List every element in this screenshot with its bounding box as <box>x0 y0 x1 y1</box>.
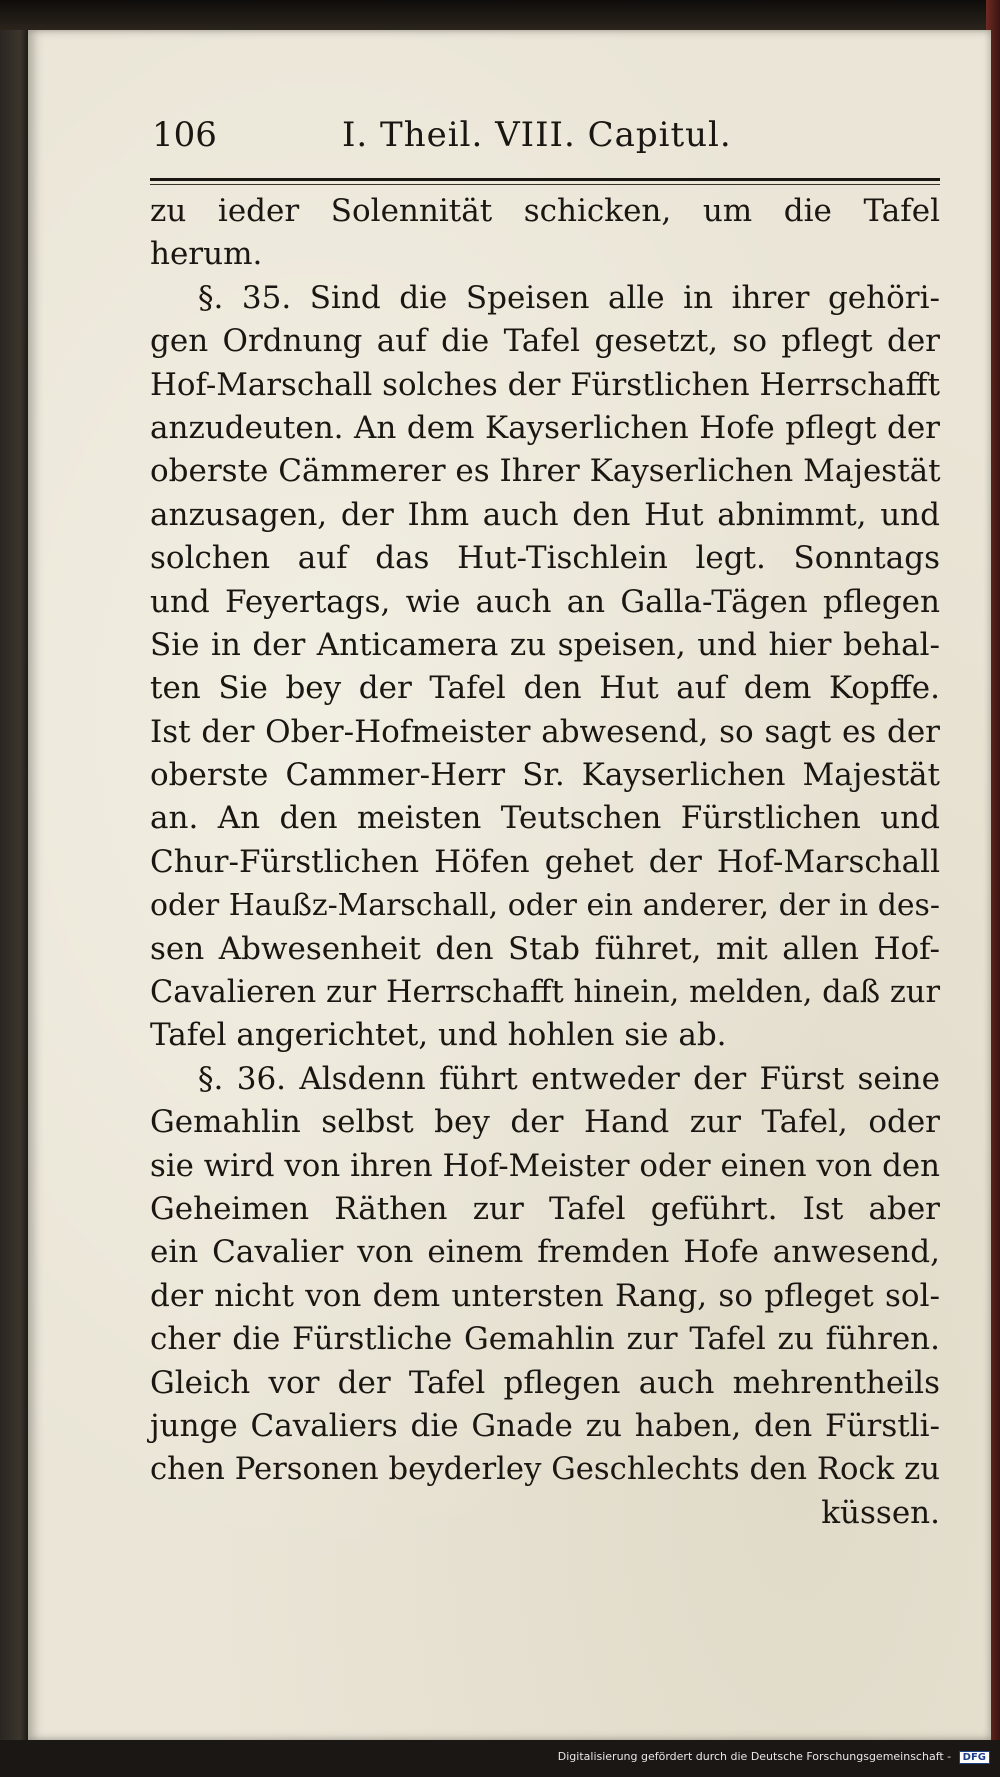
text-line: oberste Cämmerer es Ihrer Kayserlichen Majestät <box>150 453 941 490</box>
text-line: sie wird von ihren Hof-Meister oder einen von den <box>150 1147 940 1184</box>
text-line: sen Abwesenheit den Stab führet, mit allen Hof- <box>150 930 940 967</box>
text-line: anzusagen, der Ihm auch den Hut abnimmt, und <box>150 496 940 533</box>
text-line: cher die Fürstliche Gemahlin zur Tafel zu führen. <box>150 1321 940 1358</box>
text-line: und Feyertags, wie auch an Galla-Tägen pflegen <box>150 583 940 620</box>
page-number: 106 <box>152 115 217 155</box>
text-line: Geheimen Räthen zur Tafel geführt. Ist aber <box>150 1190 940 1227</box>
text-line: oberste Cammer-Herr Sr. Kayserlichen Majestät <box>150 757 940 794</box>
digitization-credit <box>558 1750 990 1764</box>
text-line: §. 35. Sind die Speisen alle in ihrer gehöri- <box>198 279 940 316</box>
text-line: zu ieder Solennität schicken, um die Tafel <box>150 193 940 229</box>
credit-text: Digitalisierung gefördert durch die Deutsche Forschungsgemeinschaft - <box>557 1750 952 1763</box>
header-rule <box>150 178 940 181</box>
text-line: ein Cavalier von einem fremden Hofe anwesend, <box>150 1234 940 1271</box>
text-line: der nicht von dem untersten Rang, so pfleget sol- <box>150 1277 940 1314</box>
text-line: chen Personen beyderley Geschlechts den Rock zu <box>150 1452 940 1488</box>
text-line: gen Ordnung auf die Tafel gesetzt, so pflegt der <box>150 323 940 360</box>
text-line: junge Cavaliers die Gnade zu haben, den Fürstli- <box>150 1407 940 1444</box>
running-head: I. Theil. VIII. Capitul. <box>342 115 732 155</box>
text-line: solchen auf das Hut-Tischlein legt. Sonntags <box>150 540 940 577</box>
text-line: anzudeuten. An dem Kayserlichen Hofe pflegt der <box>150 409 940 446</box>
header-rule-thin <box>150 184 940 185</box>
text-line: an. An den meisten Teutschen Fürstlichen und <box>150 800 940 837</box>
text-line: ten Sie bey der Tafel den Hut auf dem Kopffe. <box>150 670 940 707</box>
text-line: herum. <box>150 236 263 273</box>
book-top-edge <box>0 0 1000 30</box>
text-line: Gemahlin selbst bey der Hand zur Tafel, oder <box>150 1104 940 1141</box>
text-line: Cavalieren zur Herrschafft hinein, melden, daß zur <box>150 975 940 1011</box>
text-line: Sie in der Anticamera zu speisen, und hier behal- <box>150 626 940 663</box>
dfg-logo: DFG <box>959 1751 990 1764</box>
text-line: Ist der Ober-Hofmeister abwesend, so sagt es der <box>150 713 940 750</box>
catchword: küssen. <box>821 1494 940 1531</box>
text-line: Tafel angerichtet, und hohlen sie ab. <box>150 1017 727 1054</box>
body-text <box>150 190 940 1535</box>
text-line: Chur-Fürstlichen Höfen gehet der Hof-Marschall <box>150 843 940 880</box>
page-header <box>152 115 942 165</box>
text-line: Hof-Marschall solches der Fürstlichen Herrschafft <box>150 366 940 403</box>
text-line: oder Haußz-Marschall, oder ein anderer, der in des- <box>150 888 940 924</box>
text-line: Gleich vor der Tafel pflegen auch mehrentheils <box>150 1364 940 1401</box>
text-line: §. 36. Alsdenn führt entweder der Fürst seine <box>198 1060 940 1097</box>
